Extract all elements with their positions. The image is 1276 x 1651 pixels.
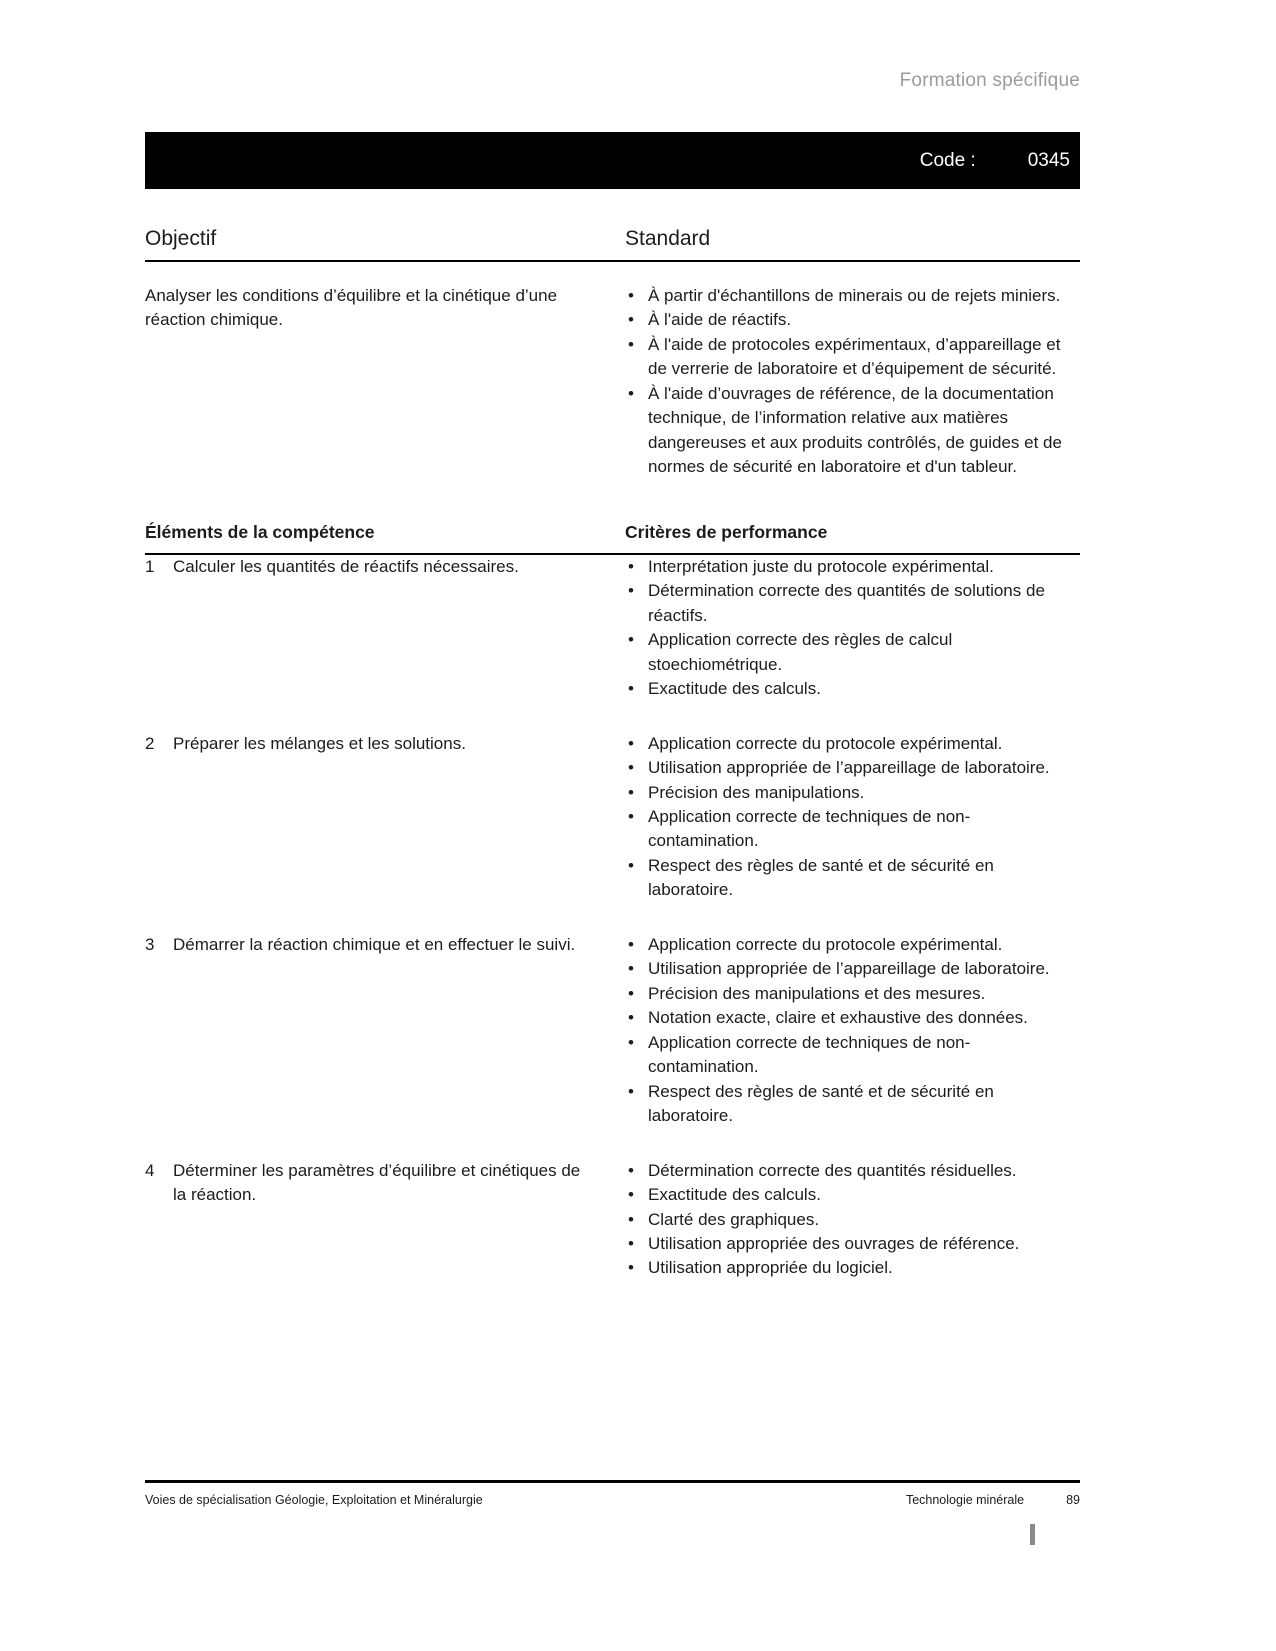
- objective-text: Analyser les conditions d’équilibre et la cinétique d’une réaction chimique.: [145, 286, 558, 330]
- code-value: 0345: [1027, 149, 1070, 171]
- bullet-item: • À l'aide de réactifs.: [625, 308, 1080, 332]
- row-number: 2: [145, 733, 155, 753]
- competence-row: [145, 933, 1080, 1129]
- bullet-item: • Utilisation appropriée de l’appareillage de laboratoire.: [625, 756, 1080, 780]
- footer-right-text: Technologie minérale: [905, 1493, 1025, 1507]
- row-number: 3: [145, 934, 155, 954]
- bullet-item: • À partir d'échantillons de minerais ou de rejets miniers.: [625, 284, 1080, 308]
- bullet-item: • Détermination correcte des quantités résiduelles.: [625, 1159, 1080, 1183]
- element-text: Démarrer la réaction chimique et en effectuer le suivi.: [173, 934, 576, 954]
- bullet-item: • À l'aide d’ouvrages de référence, de la documentation technique, de l’information relative aux matières dangereuses et aux produits contrôlés, de guides et de normes de sécurité en laboratoire et d'un tableur.: [625, 382, 1080, 480]
- footer-page-number: 89: [1066, 1493, 1080, 1507]
- element-text: Déterminer les paramètres d’équilibre et cinétiques de la réaction.: [173, 1160, 581, 1205]
- element-cell: [145, 1159, 625, 1281]
- column-header-elements: Éléments de la compétence: [145, 521, 375, 542]
- bottom-right-mark: [1030, 1524, 1035, 1545]
- criteria-bullet-list: [625, 732, 1080, 903]
- row-number: 4: [145, 1160, 155, 1180]
- footer-left-text: Voies de spécialisation Géologie, Exploitation et Minéralurgie: [145, 1493, 483, 1507]
- element-cell: [145, 555, 625, 702]
- bullet-item: • Exactitude des calculs.: [625, 1183, 1080, 1207]
- bullet-item: • Application correcte des règles de calcul stoechiométrique.: [625, 628, 1080, 677]
- criteria-bullet-list: [625, 1159, 1080, 1281]
- bullet-item: • Application correcte du protocole expérimental.: [625, 732, 1080, 756]
- competence-row: [145, 732, 1080, 903]
- code-bar: [145, 132, 1080, 189]
- criteria-bullet-list: [625, 933, 1080, 1129]
- column-header-standard: Standard: [625, 227, 711, 250]
- element-text: Calculer les quantités de réactifs nécessaires.: [173, 556, 519, 576]
- code-label: Code :: [919, 149, 976, 171]
- objectif-standard-header: [145, 227, 1080, 262]
- bullet-item: • Respect des règles de santé et de sécurité en laboratoire.: [625, 1080, 1080, 1129]
- row-number: 1: [145, 556, 155, 576]
- bullet-item: • Utilisation appropriée de l’appareillage de laboratoire.: [625, 957, 1080, 981]
- element-cell: [145, 732, 625, 903]
- bullet-item: • Clarté des graphiques.: [625, 1208, 1080, 1232]
- element-cell: [145, 933, 625, 1129]
- element-text: Préparer les mélanges et les solutions.: [173, 733, 466, 753]
- bullet-item: • Précision des manipulations et des mesures.: [625, 982, 1080, 1006]
- competence-row: [145, 1159, 1080, 1281]
- column-header-objectif: Objectif: [145, 227, 217, 250]
- competence-row: [145, 555, 1080, 702]
- bullet-item: • Interprétation juste du protocole expérimental.: [625, 555, 1080, 579]
- competence-header: [145, 522, 1080, 555]
- bullet-item: • Application correcte de techniques de non-contamination.: [625, 805, 1080, 854]
- column-header-criteres: Critères de performance: [625, 521, 828, 542]
- bullet-item: • Exactitude des calculs.: [625, 677, 1080, 701]
- footer-rule: [145, 1480, 1080, 1483]
- bullet-item: • Utilisation appropriée des ouvrages de référence.: [625, 1232, 1080, 1256]
- criteria-bullet-list: [625, 555, 1080, 702]
- bullet-item: • Utilisation appropriée du logiciel.: [625, 1256, 1080, 1280]
- bullet-item: • Application correcte du protocole expérimental.: [625, 933, 1080, 957]
- bullet-item: • Notation exacte, claire et exhaustive des données.: [625, 1006, 1080, 1030]
- standard-bullet-list: [625, 284, 1080, 480]
- bullet-item: • Précision des manipulations.: [625, 781, 1080, 805]
- bullet-item: • Détermination correcte des quantités de solutions de réactifs.: [625, 579, 1080, 628]
- objectif-standard-body: [145, 262, 1080, 480]
- page-header-label: Formation spécifique: [899, 70, 1080, 91]
- bullet-item: • Application correcte de techniques de non-contamination.: [625, 1031, 1080, 1080]
- page-content: [145, 0, 1080, 1311]
- bullet-item: • À l'aide de protocoles expérimentaux, d’appareillage et de verrerie de laboratoire et d’équipement de sécurité.: [625, 333, 1080, 382]
- page-footer: [145, 1480, 1080, 1507]
- bullet-item: • Respect des règles de santé et de sécurité en laboratoire.: [625, 854, 1080, 903]
